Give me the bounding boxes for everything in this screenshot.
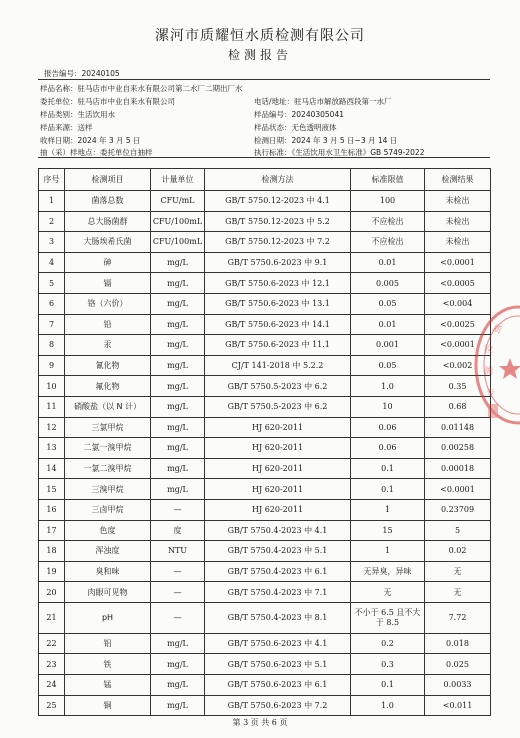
table-row — [39, 499, 491, 520]
cell-unit: — — [151, 561, 205, 582]
cell-method: HJ 620-2011 — [205, 458, 351, 479]
cell-item: 肉眼可见物 — [65, 582, 151, 603]
cell-limit: 0.005 — [351, 273, 425, 294]
page-number: 第 3 页 共 6 页 — [232, 718, 288, 727]
cell-item: 铅 — [65, 314, 151, 335]
test-date — [254, 135, 397, 146]
cell-limit: 无异臭，异味 — [351, 561, 425, 582]
cell-no: 10 — [39, 376, 65, 397]
cell-unit: mg/L — [151, 376, 205, 397]
cell-unit: CFU/100mL — [151, 232, 205, 253]
table-row — [39, 191, 491, 212]
cell-unit: mg/L — [151, 654, 205, 675]
sample-number — [254, 109, 344, 120]
cell-no: 1 — [39, 191, 65, 212]
table-row — [39, 520, 491, 541]
cell-method: GB/T 5750.4-2023 中 7.1 — [205, 582, 351, 603]
cell-method: HJ 620-2011 — [205, 438, 351, 459]
cell-item: 菌落总数 — [65, 191, 151, 212]
cell-method: GB/T 5750.6-2023 中 11.1 — [205, 335, 351, 356]
sample-source-value: 送样 — [77, 123, 93, 132]
cell-result: 0.00258 — [425, 438, 491, 459]
cell-no: 17 — [39, 520, 65, 541]
cell-limit: 0.1 — [351, 675, 425, 696]
cell-limit: 0.1 — [351, 479, 425, 500]
cell-result: 0.025 — [425, 654, 491, 675]
cell-result: 0.018 — [425, 633, 491, 654]
cell-method: GB/T 5750.6-2023 中 7.2 — [205, 695, 351, 716]
table-row — [39, 335, 491, 356]
cell-no: 13 — [39, 438, 65, 459]
cell-item: 三溴甲烷 — [65, 479, 151, 500]
cell-method: GB/T 5750.4-2023 中 6.1 — [205, 561, 351, 582]
table-row — [39, 396, 491, 417]
table-row — [39, 314, 491, 335]
cell-limit: 0.06 — [351, 417, 425, 438]
receive-date-label: 收样日期： — [40, 136, 78, 145]
cell-item: 镉 — [65, 273, 151, 294]
cell-item: 臭和味 — [65, 561, 151, 582]
cell-no: 24 — [39, 675, 65, 696]
cell-result: 无 — [425, 582, 491, 603]
report-number-label: 报告编号： — [44, 69, 82, 78]
table-row — [39, 458, 491, 479]
cell-item: 大肠埃希氏菌 — [65, 232, 151, 253]
cell-limit: 10 — [351, 396, 425, 417]
sample-type-label: 样品类别： — [40, 110, 78, 119]
cell-item: 硝酸盐（以 N 计） — [65, 396, 151, 417]
cell-item: 浑浊度 — [65, 541, 151, 562]
cell-limit: 不应检出 — [351, 211, 425, 232]
cell-unit: mg/L — [151, 396, 205, 417]
cell-item: pH — [65, 602, 151, 633]
table-row — [39, 252, 491, 273]
cell-no: 11 — [39, 396, 65, 417]
cell-limit: 1 — [351, 541, 425, 562]
cell-method: HJ 620-2011 — [205, 479, 351, 500]
cell-result: <0.004 — [425, 293, 491, 314]
cell-unit: — — [151, 582, 205, 603]
cell-no: 16 — [39, 499, 65, 520]
cell-item: 锰 — [65, 675, 151, 696]
sample-type — [40, 109, 115, 120]
cell-item: 氰化物 — [65, 355, 151, 376]
meta-bottom-rule — [38, 157, 490, 158]
cell-no: 19 — [39, 561, 65, 582]
cell-item: 铁 — [65, 654, 151, 675]
cell-no: 9 — [39, 355, 65, 376]
cell-method: GB/T 5750.12-2023 中 7.2 — [205, 232, 351, 253]
cell-no: 2 — [39, 211, 65, 232]
cell-method: GB/T 5750.4-2023 中 5.1 — [205, 541, 351, 562]
cell-unit: — — [151, 602, 205, 633]
cell-method: HJ 620-2011 — [205, 499, 351, 520]
cell-unit: mg/L — [151, 355, 205, 376]
cell-item: 砷 — [65, 252, 151, 273]
cell-limit: 无 — [351, 582, 425, 603]
table-row — [39, 541, 491, 562]
table-row — [39, 654, 491, 675]
cell-method: GB/T 5750.12-2023 中 4.1 — [205, 191, 351, 212]
cell-limit: 0.06 — [351, 438, 425, 459]
sample-source-label: 样品来源： — [40, 123, 78, 132]
cell-limit: 0.01 — [351, 314, 425, 335]
cell-no: 21 — [39, 602, 65, 633]
cell-no: 25 — [39, 695, 65, 716]
cell-method: GB/T 5750.6-2023 中 5.1 — [205, 654, 351, 675]
svg-text:质: 质 — [490, 323, 504, 337]
cell-result: 0.35 — [425, 376, 491, 397]
cell-method: GB/T 5750.6-2023 中 9.1 — [205, 252, 351, 273]
sample-source — [40, 122, 93, 133]
cell-limit: 0.1 — [351, 458, 425, 479]
cell-item: 汞 — [65, 335, 151, 356]
table-row — [39, 479, 491, 500]
table-header-row — [39, 169, 491, 191]
cell-no: 4 — [39, 252, 65, 273]
header-unit: 计量单位 — [151, 169, 205, 191]
client-value: 驻马店市中业自来水有限公司 — [77, 97, 175, 106]
cell-unit: CFU/mL — [151, 191, 205, 212]
cell-item: 一氯二溴甲烷 — [65, 458, 151, 479]
cell-unit: — — [151, 499, 205, 520]
cell-no: 7 — [39, 314, 65, 335]
header-item: 检测项目 — [65, 169, 151, 191]
cell-unit: mg/L — [151, 479, 205, 500]
cell-no: 20 — [39, 582, 65, 603]
cell-result: 5 — [425, 520, 491, 541]
cell-no: 12 — [39, 417, 65, 438]
cell-item: 三氯甲烷 — [65, 417, 151, 438]
cell-item: 色度 — [65, 520, 151, 541]
sample-type-value: 生活饮用水 — [77, 110, 115, 119]
cell-result: 0.02 — [425, 541, 491, 562]
cell-no: 22 — [39, 633, 65, 654]
cell-limit: 1.0 — [351, 695, 425, 716]
cell-item: 氟化物 — [65, 376, 151, 397]
cell-limit: 15 — [351, 520, 425, 541]
cell-method: GB/T 5750.4-2023 中 8.1 — [205, 602, 351, 633]
sampling-label: 抽（采）样地点： — [40, 148, 100, 157]
cell-method: GB/T 5750.6-2023 中 6.1 — [205, 675, 351, 696]
header-result: 检测结果 — [425, 169, 491, 191]
cell-result: 0.01148 — [425, 417, 491, 438]
cell-method: GB/T 5750.6-2023 中 12.1 — [205, 273, 351, 294]
table-row — [39, 582, 491, 603]
svg-text:测: 测 — [484, 367, 494, 377]
client — [40, 96, 175, 107]
cell-result: <0.002 — [425, 355, 491, 376]
cell-result: 未检出 — [425, 211, 491, 232]
top-rule — [38, 79, 490, 80]
header-no: 序号 — [39, 169, 65, 191]
cell-method: GB/T 5750.6-2023 中 4.1 — [205, 633, 351, 654]
svg-text:检: 检 — [484, 345, 494, 355]
cell-unit: mg/L — [151, 273, 205, 294]
cell-no: 3 — [39, 232, 65, 253]
sample-state-label: 样品状态： — [254, 123, 292, 132]
table-row — [39, 438, 491, 459]
cell-method: HJ 620-2011 — [205, 417, 351, 438]
cell-no: 8 — [39, 335, 65, 356]
cell-item: 铬（六价） — [65, 293, 151, 314]
cell-no: 6 — [39, 293, 65, 314]
cell-result: <0.0001 — [425, 335, 491, 356]
cell-no: 23 — [39, 654, 65, 675]
sample-number-value: 20240305041 — [291, 110, 344, 119]
cell-result: <0.0001 — [425, 479, 491, 500]
standard-value: 《生活饮用水卫生标准》GB 5749-2022 — [291, 148, 425, 157]
table-body — [39, 191, 494, 716]
cell-item: 铝 — [65, 633, 151, 654]
cell-method: GB/T 5750.6-2023 中 14.1 — [205, 314, 351, 335]
table-row — [39, 417, 491, 438]
cell-unit: 度 — [151, 520, 205, 541]
table-row — [39, 232, 491, 253]
table-row — [39, 376, 491, 397]
phone-label: 电话/地址： — [254, 97, 295, 106]
sampling-value: 委托单位自抽样 — [100, 148, 153, 157]
sample-name — [40, 83, 243, 94]
receive-date — [40, 135, 141, 146]
table-row — [39, 293, 491, 314]
cell-result: <0.0005 — [425, 273, 491, 294]
results-table — [38, 168, 494, 716]
cell-limit: 100 — [351, 191, 425, 212]
cell-method: CJ/T 141-2018 中 5.2.2 — [205, 355, 351, 376]
table-row — [39, 273, 491, 294]
cell-unit: mg/L — [151, 252, 205, 273]
cell-result: <0.011 — [425, 695, 491, 716]
cell-item: 二氯一溴甲烷 — [65, 438, 151, 459]
cell-unit: mg/L — [151, 458, 205, 479]
cell-method: GB/T 5750.5-2023 中 6.2 — [205, 396, 351, 417]
cell-method: GB/T 5750.12-2023 中 5.2 — [205, 211, 351, 232]
cell-result: 0.00018 — [425, 458, 491, 479]
cell-unit: mg/L — [151, 293, 205, 314]
cell-result: 未检出 — [425, 232, 491, 253]
sample-name-value: 驻马店市中业自来水有限公司第二水厂二期出厂水 — [77, 84, 243, 93]
table-row — [39, 633, 491, 654]
cell-result: 未检出 — [425, 191, 491, 212]
sample-number-label: 样品编号： — [254, 110, 292, 119]
cell-unit: mg/L — [151, 314, 205, 335]
test-date-label: 检测日期： — [254, 136, 292, 145]
table-row — [39, 211, 491, 232]
cell-result: 无 — [425, 561, 491, 582]
cell-result: 0.23709 — [425, 499, 491, 520]
cell-item: 铜 — [65, 695, 151, 716]
cell-unit: mg/L — [151, 335, 205, 356]
table-row — [39, 602, 491, 633]
cell-limit: 不小于 6.5 且不大于 8.5 — [351, 602, 425, 633]
cell-unit: mg/L — [151, 633, 205, 654]
client-label: 委托单位： — [40, 97, 78, 106]
cell-no: 14 — [39, 458, 65, 479]
cell-method: GB/T 5750.6-2023 中 13.1 — [205, 293, 351, 314]
company-title: 漯河市质耀恒水质检测有限公司 — [155, 28, 365, 44]
report-number-value: 20240105 — [81, 69, 120, 78]
cell-no: 15 — [39, 479, 65, 500]
report-number — [44, 68, 120, 79]
cell-result: 0.68 — [425, 396, 491, 417]
cell-limit: 0.05 — [351, 293, 425, 314]
cell-unit: mg/L — [151, 417, 205, 438]
svg-text:专: 专 — [486, 389, 496, 399]
table-row — [39, 695, 491, 716]
cell-no: 18 — [39, 541, 65, 562]
header-method: 检测方法 — [205, 169, 351, 191]
cell-method: GB/T 5750.4-2023 中 4.1 — [205, 520, 351, 541]
cell-limit: 0.3 — [351, 654, 425, 675]
sample-state-value: 无色透明液体 — [291, 123, 337, 132]
phone-address — [254, 96, 392, 107]
table-row — [39, 675, 491, 696]
report-subtitle: 检测报告 — [227, 48, 292, 62]
cell-unit: mg/L — [151, 695, 205, 716]
cell-unit: mg/L — [151, 675, 205, 696]
cell-no: 5 — [39, 273, 65, 294]
cell-unit: CFU/100mL — [151, 211, 205, 232]
header-limit: 标准限值 — [351, 169, 425, 191]
cell-result: <0.0025 — [425, 314, 491, 335]
test-date-value: 2024 年 3 月 5 日~3 月 14 日 — [291, 136, 398, 145]
cell-limit: 0.001 — [351, 335, 425, 356]
cell-limit: 0.2 — [351, 633, 425, 654]
cell-unit: mg/L — [151, 438, 205, 459]
standard-label: 执行标准： — [254, 148, 292, 157]
cell-limit: 不应检出 — [351, 232, 425, 253]
cell-limit: 1.0 — [351, 376, 425, 397]
cell-limit: 1 — [351, 499, 425, 520]
table-row — [39, 561, 491, 582]
sample-state — [254, 122, 337, 133]
cell-limit: 0.05 — [351, 355, 425, 376]
cell-limit: 0.01 — [351, 252, 425, 273]
sample-name-label: 样品名称： — [40, 84, 78, 93]
cell-method: GB/T 5750.5-2023 中 6.2 — [205, 376, 351, 397]
receive-date-value: 2024 年 3 月 5 日 — [77, 136, 141, 145]
table-row — [39, 355, 491, 376]
cell-result: <0.0001 — [425, 252, 491, 273]
cell-item: 三卤甲烷 — [65, 499, 151, 520]
cell-result: 7.72 — [425, 602, 491, 633]
cell-item: 总大肠菌群 — [65, 211, 151, 232]
cell-result: 0.0033 — [425, 675, 491, 696]
phone-value: 驻马店市解放路西段第一水厂 — [294, 97, 392, 106]
cell-unit: NTU — [151, 541, 205, 562]
